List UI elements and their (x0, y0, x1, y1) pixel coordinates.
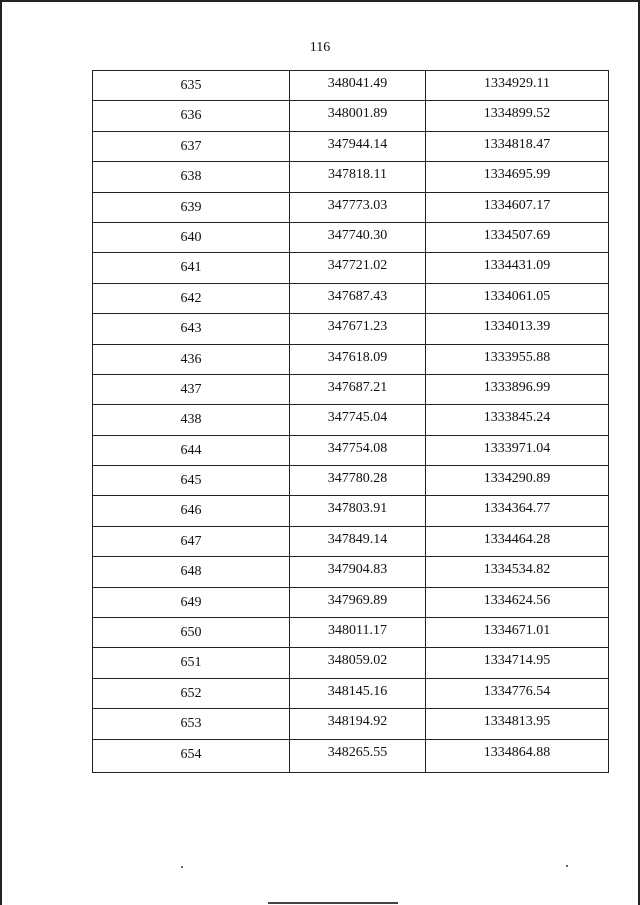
scan-speck (181, 866, 183, 868)
point-id-cell: 652 (93, 678, 290, 708)
point-id-cell: 640 (93, 222, 290, 252)
y-coordinate-cell: 1333896.99 (426, 374, 609, 404)
table-row (93, 101, 609, 131)
x-coordinate-cell: 347740.30 (290, 222, 426, 252)
table-row (93, 739, 609, 772)
point-id-cell: 643 (93, 314, 290, 344)
x-coordinate-cell: 347969.89 (290, 587, 426, 617)
point-id-cell: 651 (93, 648, 290, 678)
x-coordinate-cell: 348041.49 (290, 71, 426, 101)
x-coordinate-cell: 347618.09 (290, 344, 426, 374)
x-coordinate-cell: 348001.89 (290, 101, 426, 131)
x-coordinate-cell: 347818.11 (290, 162, 426, 192)
table-row (93, 435, 609, 465)
point-id-cell: 636 (93, 101, 290, 131)
y-coordinate-cell: 1334507.69 (426, 222, 609, 252)
x-coordinate-cell: 348145.16 (290, 678, 426, 708)
table-row (93, 222, 609, 252)
table-row (93, 709, 609, 739)
table-row (93, 162, 609, 192)
table-row (93, 314, 609, 344)
table-row (93, 253, 609, 283)
x-coordinate-cell: 347780.28 (290, 466, 426, 496)
x-coordinate-cell: 347687.21 (290, 374, 426, 404)
scan-border-bottom (268, 902, 398, 904)
x-coordinate-cell: 347773.03 (290, 192, 426, 222)
point-id-cell: 650 (93, 618, 290, 648)
point-id-cell: 637 (93, 131, 290, 161)
x-coordinate-cell: 348011.17 (290, 618, 426, 648)
y-coordinate-cell: 1334464.28 (426, 526, 609, 556)
point-id-cell: 638 (93, 162, 290, 192)
table-row (93, 587, 609, 617)
y-coordinate-cell: 1334607.17 (426, 192, 609, 222)
x-coordinate-cell: 347745.04 (290, 405, 426, 435)
x-coordinate-cell: 347687.43 (290, 283, 426, 313)
table-row (93, 496, 609, 526)
point-id-cell: 653 (93, 709, 290, 739)
y-coordinate-cell: 1334431.09 (426, 253, 609, 283)
table-row (93, 283, 609, 313)
x-coordinate-cell: 348265.55 (290, 739, 426, 772)
table-row (93, 344, 609, 374)
scan-border-left (0, 0, 2, 905)
point-id-cell: 646 (93, 496, 290, 526)
table-row (93, 71, 609, 101)
x-coordinate-cell: 347803.91 (290, 496, 426, 526)
table-row (93, 557, 609, 587)
scan-speck (566, 865, 568, 867)
table-row (93, 192, 609, 222)
y-coordinate-cell: 1334290.89 (426, 466, 609, 496)
y-coordinate-cell: 1334899.52 (426, 101, 609, 131)
table-row (93, 374, 609, 404)
y-coordinate-cell: 1334671.01 (426, 618, 609, 648)
y-coordinate-cell: 1334818.47 (426, 131, 609, 161)
coordinate-table-body (93, 71, 609, 773)
scan-border-top (0, 0, 640, 2)
y-coordinate-cell: 1334929.11 (426, 71, 609, 101)
y-coordinate-cell: 1334695.99 (426, 162, 609, 192)
y-coordinate-cell: 1333845.24 (426, 405, 609, 435)
x-coordinate-cell: 347671.23 (290, 314, 426, 344)
point-id-cell: 648 (93, 557, 290, 587)
point-id-cell: 645 (93, 466, 290, 496)
point-id-cell: 649 (93, 587, 290, 617)
x-coordinate-cell: 347754.08 (290, 435, 426, 465)
point-id-cell: 644 (93, 435, 290, 465)
point-id-cell: 436 (93, 344, 290, 374)
x-coordinate-cell: 347849.14 (290, 526, 426, 556)
point-id-cell: 641 (93, 253, 290, 283)
point-id-cell: 647 (93, 526, 290, 556)
point-id-cell: 654 (93, 739, 290, 772)
x-coordinate-cell: 347904.83 (290, 557, 426, 587)
y-coordinate-cell: 1334013.39 (426, 314, 609, 344)
table-row (93, 131, 609, 161)
y-coordinate-cell: 1334813.95 (426, 709, 609, 739)
y-coordinate-cell: 1334364.77 (426, 496, 609, 526)
y-coordinate-cell: 1334061.05 (426, 283, 609, 313)
y-coordinate-cell: 1334776.54 (426, 678, 609, 708)
x-coordinate-cell: 347721.02 (290, 253, 426, 283)
x-coordinate-cell: 348194.92 (290, 709, 426, 739)
x-coordinate-cell: 348059.02 (290, 648, 426, 678)
x-coordinate-cell: 347944.14 (290, 131, 426, 161)
point-id-cell: 438 (93, 405, 290, 435)
table-row (93, 618, 609, 648)
y-coordinate-cell: 1333955.88 (426, 344, 609, 374)
table-row (93, 648, 609, 678)
coordinate-table (92, 70, 609, 773)
table-row (93, 466, 609, 496)
y-coordinate-cell: 1334714.95 (426, 648, 609, 678)
point-id-cell: 437 (93, 374, 290, 404)
table-row (93, 526, 609, 556)
table-row (93, 405, 609, 435)
point-id-cell: 642 (93, 283, 290, 313)
table-row (93, 678, 609, 708)
y-coordinate-cell: 1334534.82 (426, 557, 609, 587)
point-id-cell: 635 (93, 71, 290, 101)
point-id-cell: 639 (93, 192, 290, 222)
y-coordinate-cell: 1333971.04 (426, 435, 609, 465)
page-number: 116 (309, 40, 331, 55)
y-coordinate-cell: 1334624.56 (426, 587, 609, 617)
y-coordinate-cell: 1334864.88 (426, 739, 609, 772)
